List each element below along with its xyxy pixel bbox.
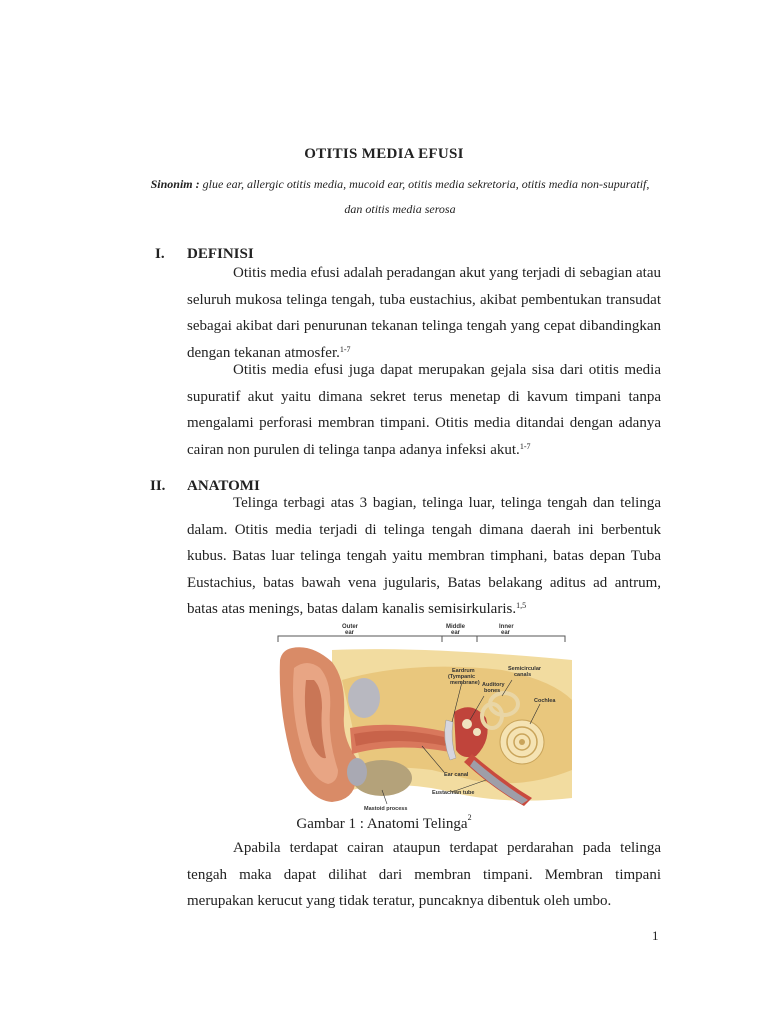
page-number: 1 xyxy=(652,928,659,943)
ear-anatomy-figure xyxy=(272,620,575,812)
svg-text:Semicircular: Semicircular xyxy=(508,666,542,672)
svg-text:ear: ear xyxy=(345,630,355,636)
svg-text:canals: canals xyxy=(514,672,532,678)
caption-text: Gambar 1 : Anatomi Telinga xyxy=(296,816,468,832)
reference-superscript: 1,5 xyxy=(516,601,527,611)
section-heading: ANATOMI xyxy=(187,478,260,494)
reference-superscript: 1-7 xyxy=(519,441,531,451)
svg-text:bones: bones xyxy=(484,688,501,694)
paragraph xyxy=(187,357,661,463)
svg-text:Eardrum: Eardrum xyxy=(452,668,475,674)
reference-superscript: 2 xyxy=(467,813,472,822)
paragraph-text: Telinga terbagi atas 3 bagian, telinga luar, telinga tengah dan telinga dalam. Otitis media terjadi di telinga tengah dimana daerah ini berbentuk kubus. Batas luar telinga tengah yaitu membran timphani, batas depan Tuba Eustachius, batas bawah vena jugularis, Batas belakang aditus ad antrum, batas atas menings, batas dalam kanalis semisirkularis. xyxy=(187,495,661,618)
synonym-text: glue ear, allergic otitis media, mucoid ear, otitis media sekretoria, otitis media non-supuratif, dan otitis media serosa xyxy=(202,177,650,216)
svg-text:ear: ear xyxy=(501,630,511,636)
synonym-line xyxy=(150,172,650,222)
paragraph xyxy=(187,260,661,366)
svg-text:(Tympanic: (Tympanic xyxy=(448,674,476,680)
svg-text:Inner: Inner xyxy=(499,624,514,630)
ear-anatomy-illustration xyxy=(272,620,575,812)
section-heading: DEFINISI xyxy=(187,246,254,262)
document-title: OTITIS MEDIA EFUSI xyxy=(304,146,464,162)
svg-text:Cochlea: Cochlea xyxy=(534,698,556,704)
section-number: II. xyxy=(150,478,166,494)
svg-text:Auditory: Auditory xyxy=(482,682,505,688)
svg-text:Ear canal: Ear canal xyxy=(444,772,469,778)
paragraph-text: Apabila terdapat cairan ataupun terdapat perdarahan pada telinga tengah maka dapat dilihat dari membran timpani. Membran timpani merupakan kerucut yang tidak teratur, puncaknya dibentuk oleh umbo. xyxy=(187,840,661,910)
paragraph xyxy=(187,835,661,915)
figure-caption xyxy=(0,813,768,833)
svg-text:Outer: Outer xyxy=(342,624,359,630)
paragraph-text: Otitis media efusi adalah peradangan akut yang terjadi di sebagian atau seluruh mukosa telinga tengah, tuba eustachius, akibat pembentukan transudat sebagai akibat dari penurunan tekanan telinga tengah yang cepat dibandingkan dengan tekanan atmosfer. xyxy=(187,265,661,361)
reference-superscript: 1-7 xyxy=(339,344,351,354)
svg-text:Middle: Middle xyxy=(446,624,465,630)
svg-text:Mastoid process: Mastoid process xyxy=(364,806,408,812)
paragraph xyxy=(187,490,661,623)
svg-text:Eustachian tube: Eustachian tube xyxy=(432,790,475,796)
section-number: I. xyxy=(155,246,165,262)
paragraph-text: Otitis media efusi juga dapat merupakan gejala sisa dari otitis media supuratif akut yaitu dimana sekret terus menetap di kavum timpani tanpa mengalami perforasi membran timpani. Otitis media ditandai dengan adanya cairan non purulen di telinga tanpa adanya infeksi akut. xyxy=(187,362,661,458)
synonym-label: Sinonim : xyxy=(150,177,200,191)
svg-text:ear: ear xyxy=(451,630,461,636)
svg-text:membrane): membrane) xyxy=(450,680,480,686)
